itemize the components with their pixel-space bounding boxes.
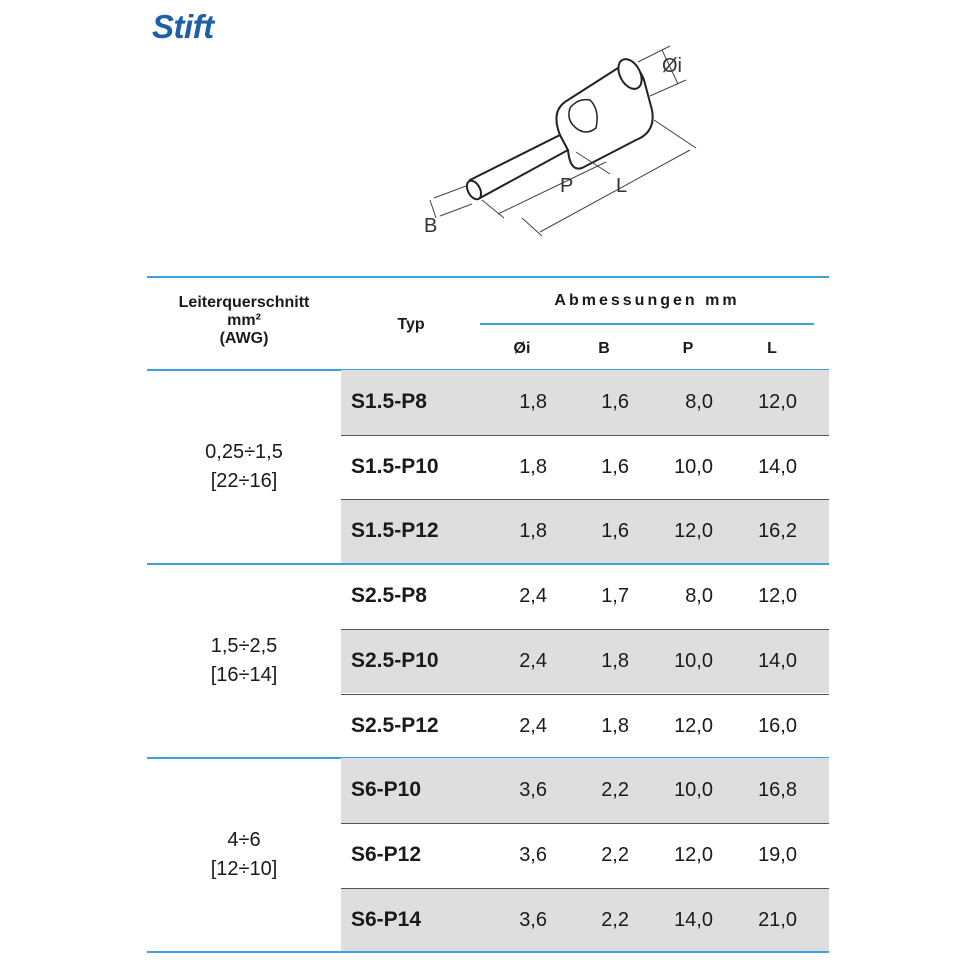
dim-label-p: P [560,175,574,197]
row-divider [341,694,829,695]
cell-l: 16,2 [758,520,797,543]
cell-b: 1,6 [601,455,629,478]
header-di: Øi [513,340,531,357]
cell-di: 3,6 [519,908,547,931]
cell-typ: S2.5-P12 [351,713,439,737]
dim-label-b: B [424,215,438,237]
cell-p: 10,0 [674,649,713,672]
cell-di: 2,4 [519,585,547,608]
cell-p: 8,0 [685,585,713,608]
cell-typ: S6-P10 [351,778,422,802]
group-range: 1,5÷2,5 [210,635,278,658]
header-typ: Typ [397,316,425,333]
dim-label-diameter: Øi [662,55,682,77]
pin-terminal-drawing [400,40,720,250]
page-title: Stift [152,8,214,45]
dimensions-table [147,276,829,956]
cell-typ: S1.5-P10 [351,454,439,478]
cell-l: 21,0 [758,908,797,931]
header-b: B [598,340,610,357]
cell-p: 12,0 [674,843,713,866]
cell-p: 8,0 [685,391,713,413]
cell-typ: S6-P12 [351,842,422,866]
header-col1-line3: (AWG) [219,330,269,347]
cell-l: 12,0 [758,391,797,413]
cell-l: 12,0 [758,585,797,608]
row-divider [341,435,829,436]
row-divider [341,823,829,824]
header-col1-line1: Leiterquerschnitt [178,294,310,311]
cell-di: 1,8 [519,391,547,413]
dims-header-rule [480,323,814,325]
cell-typ: S2.5-P8 [351,584,427,608]
group-awg: [22÷16] [210,470,278,493]
group-range: 4÷6 [227,829,261,852]
cell-typ: S6-P14 [351,907,422,931]
cell-di: 1,8 [519,455,547,478]
cell-p: 10,0 [674,779,713,802]
cell-typ: S1.5-P12 [351,519,439,543]
row-divider [341,629,829,630]
cell-l: 14,0 [758,455,797,478]
group-label [147,826,341,884]
cell-di: 2,4 [519,649,547,672]
row-divider [341,499,829,500]
header-p: P [682,340,694,357]
group-separator [147,951,829,953]
cell-b: 2,2 [601,843,629,866]
cell-b: 1,8 [601,714,629,737]
cell-b: 1,6 [601,520,629,543]
cell-di: 1,8 [519,520,547,543]
cell-b: 1,7 [601,585,629,608]
table-top-rule [147,276,829,278]
cell-p: 14,0 [674,908,713,931]
cell-typ: S2.5-P10 [351,648,439,672]
header-leiterquerschnitt [147,294,341,348]
cell-di: 2,4 [519,714,547,737]
header-l: L [767,340,777,357]
header-abmessungen: Abmessungen mm [554,292,740,309]
group-range: 0,25÷1,5 [205,441,283,464]
cell-p: 10,0 [674,455,713,478]
row-divider [341,888,829,889]
group-awg: [12÷10] [210,858,278,881]
cell-l: 14,0 [758,649,797,672]
cell-b: 1,8 [601,649,629,672]
group-label [147,632,341,690]
cell-typ: S1.5-P8 [351,390,427,413]
dim-label-l: L [616,175,628,197]
cell-di: 3,6 [519,843,547,866]
header-col1-line2: mm² [227,312,261,329]
group-label [147,438,341,496]
cell-l: 16,8 [758,779,797,802]
cell-b: 1,6 [601,391,629,413]
group-separator [147,563,829,565]
cell-b: 2,2 [601,779,629,802]
cell-di: 3,6 [519,779,547,802]
cell-p: 12,0 [674,520,713,543]
cell-b: 2,2 [601,908,629,931]
group-awg: [16÷14] [210,664,278,687]
cell-l: 19,0 [758,843,797,866]
cell-p: 12,0 [674,714,713,737]
cell-l: 16,0 [758,714,797,737]
